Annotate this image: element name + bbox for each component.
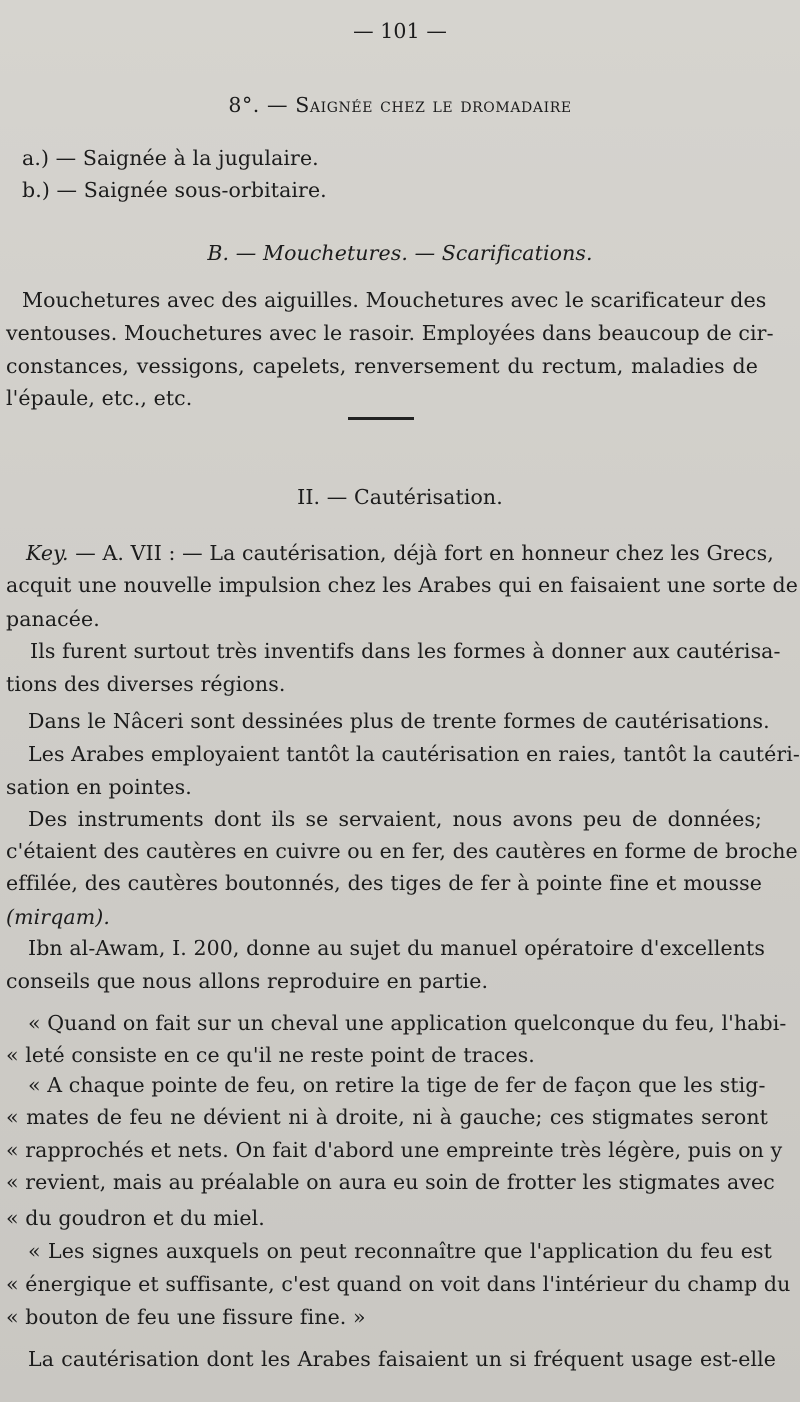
quote-line: « rapprochés et nets. On fait d'abord une empreinte très légère, puis on y bbox=[6, 1138, 783, 1162]
section-ii-heading: II. — Cautérisation. bbox=[297, 485, 503, 509]
paragraph-line: sation en pointes. bbox=[6, 775, 192, 799]
section-divider bbox=[348, 417, 414, 420]
paragraph-line: Ibn al-Awam, I. 200, donne au sujet du manuel opératoire d'excellents bbox=[28, 936, 765, 960]
paragraph-line: constances, vessigons, capelets, renversement du rectum, maladies de bbox=[6, 354, 758, 378]
section-8-heading: 8°. — Saignée chez le dromadaire bbox=[228, 93, 572, 117]
paragraph-line: panacée. bbox=[6, 607, 100, 631]
paragraph-line: conseils que nous allons reproduire en partie. bbox=[6, 969, 489, 993]
page-number: — 101 — bbox=[353, 19, 447, 43]
paragraph-line: c'étaient des cautères en cuivre ou en fer, des cautères en forme de broche bbox=[6, 839, 798, 863]
paragraph-line: acquit une nouvelle impulsion chez les Arabes qui en faisaient une sorte de bbox=[6, 573, 798, 597]
paragraph-line: Des instruments dont ils se servaient, nous avons peu de données; bbox=[28, 807, 762, 831]
key-label: Key. bbox=[26, 541, 69, 565]
quote-line: « Les signes auxquels on peut reconnaître que l'application du feu est bbox=[28, 1239, 772, 1263]
paragraph-line: Dans le Nâceri sont dessinées plus de trente formes de cautérisations. bbox=[28, 709, 770, 733]
quote-line: « Quand on fait sur un cheval une application quelconque du feu, l'habi- bbox=[28, 1011, 787, 1035]
quote-line: « mates de feu ne dévient ni à droite, ni à gauche; ces stigmates seront bbox=[6, 1105, 768, 1129]
quote-line: « du goudron et du miel. bbox=[6, 1206, 265, 1230]
quote-line: « A chaque pointe de feu, on retire la tige de fer de façon que les stig- bbox=[28, 1073, 766, 1097]
quote-line: « énergique et suffisante, c'est quand on voit dans l'intérieur du champ du bbox=[6, 1272, 791, 1296]
quote-line: « revient, mais au préalable on aura eu soin de frotter les stigmates avec bbox=[6, 1170, 775, 1194]
section-b-heading: B. — Mouchetures. — Scarifications. bbox=[207, 241, 593, 265]
paragraph-line: effilée, des cautères boutonnés, des tiges de fer à pointe fine et mousse bbox=[6, 871, 762, 895]
list-item-b: b.) — Saignée sous-orbitaire. bbox=[22, 178, 327, 202]
paragraph-line: l'épaule, etc., etc. bbox=[6, 386, 193, 410]
paragraph-line: ventouses. Mouchetures avec le rasoir. Employées dans beaucoup de cir- bbox=[6, 321, 774, 345]
key-text: — A. VII : — La cautérisation, déjà fort en honneur chez les Grecs, bbox=[68, 541, 774, 565]
paragraph-line bbox=[26, 540, 774, 566]
paragraph-line: La cautérisation dont les Arabes faisaient un si fréquent usage est-elle bbox=[28, 1347, 776, 1371]
paragraph-line: Les Arabes employaient tantôt la cautérisation en raies, tantôt la cautéri- bbox=[28, 742, 800, 766]
list-item-a: a.) — Saignée à la jugulaire. bbox=[22, 146, 319, 170]
paragraph-line: (mirqam). bbox=[6, 905, 110, 929]
paragraph-line: Mouchetures avec des aiguilles. Mouchetures avec le scarificateur des bbox=[22, 288, 767, 312]
quote-line: « leté consiste en ce qu'il ne reste point de traces. bbox=[6, 1043, 535, 1067]
quote-line: « bouton de feu une fissure fine. » bbox=[6, 1305, 366, 1329]
paragraph-line: tions des diverses régions. bbox=[6, 672, 286, 696]
paragraph-line: Ils furent surtout très inventifs dans les formes à donner aux cautérisa- bbox=[30, 639, 781, 663]
